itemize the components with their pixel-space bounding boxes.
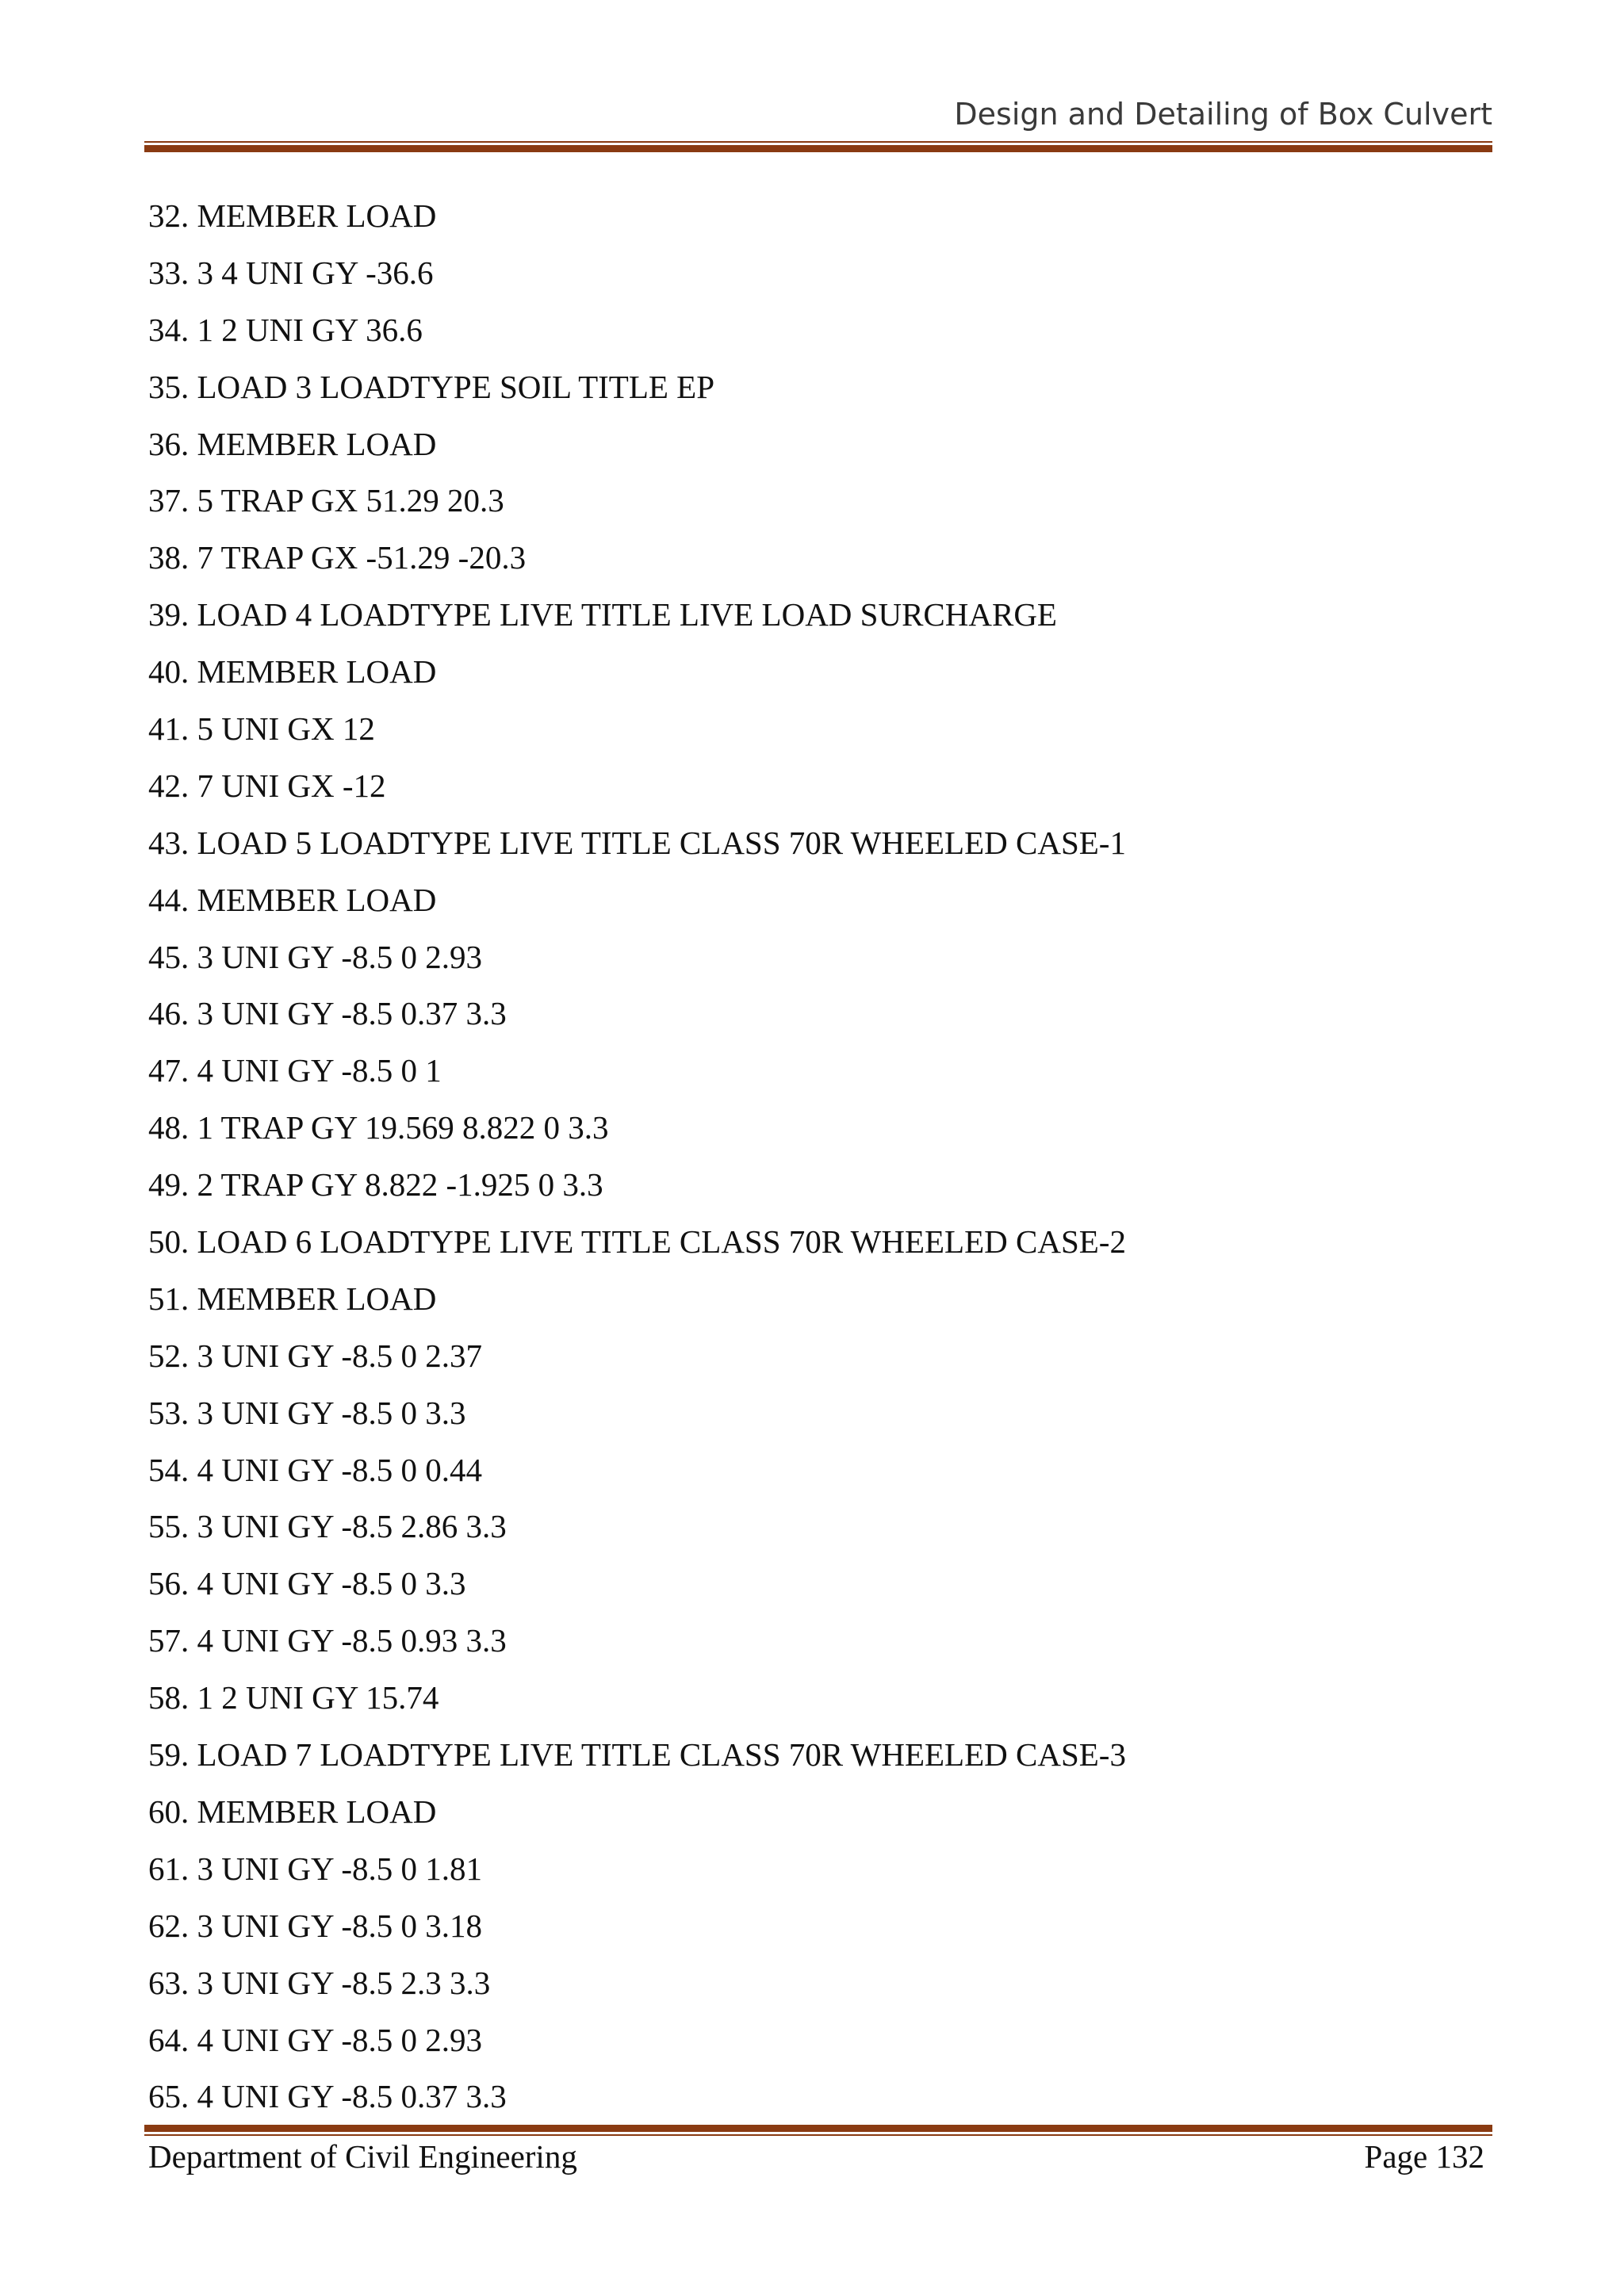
listing-line: 35. LOAD 3 LOADTYPE SOIL TITLE EP <box>148 368 715 405</box>
listing-line: 49. 2 TRAP GY 8.822 -1.925 0 3.3 <box>148 1166 603 1203</box>
listing-line: 52. 3 UNI GY -8.5 0 2.37 <box>148 1337 482 1374</box>
listing-line: 65. 4 UNI GY -8.5 0.37 3.3 <box>148 2078 507 2115</box>
listing-line: 60. MEMBER LOAD <box>148 1793 437 1830</box>
listing-line: 54. 4 UNI GY -8.5 0 0.44 <box>148 1451 482 1488</box>
listing-line: 33. 3 4 UNI GY -36.6 <box>148 254 434 291</box>
listing-line: 64. 4 UNI GY -8.5 0 2.93 <box>148 2021 482 2058</box>
listing-line: 50. LOAD 6 LOADTYPE LIVE TITLE CLASS 70R WHEELED CASE-2 <box>148 1223 1126 1261</box>
listing-line: 38. 7 TRAP GX -51.29 -20.3 <box>148 539 527 576</box>
header-rule-thick-line <box>144 145 1492 152</box>
listing-line: 41. 5 UNI GX 12 <box>148 710 375 748</box>
listing-line: 57. 4 UNI GY -8.5 0.93 3.3 <box>148 1622 507 1659</box>
listing-line: 44. MEMBER LOAD <box>148 881 437 918</box>
listing-line: 63. 3 UNI GY -8.5 2.3 3.3 <box>148 1964 491 2001</box>
listing-line: 51. MEMBER LOAD <box>148 1280 437 1317</box>
running-header-title: Design and Detailing of Box Culvert <box>954 97 1492 132</box>
listing-line: 56. 4 UNI GY -8.5 0 3.3 <box>148 1565 466 1602</box>
listing-line: 45. 3 UNI GY -8.5 0 2.93 <box>148 938 482 975</box>
listing-line: 32. MEMBER LOAD <box>148 197 437 234</box>
listing-line: 43. LOAD 5 LOADTYPE LIVE TITLE CLASS 70R WHEELED CASE-1 <box>148 824 1126 861</box>
listing-line: 42. 7 UNI GX -12 <box>148 767 386 804</box>
listing-line: 61. 3 UNI GY -8.5 0 1.81 <box>148 1850 482 1887</box>
command-listing <box>148 195 1126 2133</box>
listing-line: 34. 1 2 UNI GY 36.6 <box>148 311 423 348</box>
listing-line: 58. 1 2 UNI GY 15.74 <box>148 1679 439 1716</box>
listing-line: 55. 3 UNI GY -8.5 2.86 3.3 <box>148 1508 507 1545</box>
listing-line: 46. 3 UNI GY -8.5 0.37 3.3 <box>148 995 507 1032</box>
footer-page-number: Page 132 <box>1364 2138 1484 2175</box>
listing-line: 53. 3 UNI GY -8.5 0 3.3 <box>148 1394 466 1431</box>
listing-line: 47. 4 UNI GY -8.5 0 1 <box>148 1052 442 1089</box>
footer-rule <box>144 2125 1492 2136</box>
listing-line: 59. LOAD 7 LOADTYPE LIVE TITLE CLASS 70R WHEELED CASE-3 <box>148 1736 1126 1774</box>
listing-line: 48. 1 TRAP GY 19.569 8.822 0 3.3 <box>148 1109 609 1146</box>
listing-line: 39. LOAD 4 LOADTYPE LIVE TITLE LIVE LOAD SURCHARGE <box>148 596 1057 633</box>
listing-line: 36. MEMBER LOAD <box>148 425 437 462</box>
footer-rule-thick-line <box>144 2125 1492 2132</box>
footer-rule-thin-line <box>144 2134 1492 2136</box>
listing-line: 62. 3 UNI GY -8.5 0 3.18 <box>148 1907 482 1944</box>
header-rule <box>144 141 1492 152</box>
listing-line: 40. MEMBER LOAD <box>148 653 437 691</box>
footer-department: Department of Civil Engineering <box>148 2138 577 2175</box>
listing-line: 37. 5 TRAP GX 51.29 20.3 <box>148 482 504 519</box>
